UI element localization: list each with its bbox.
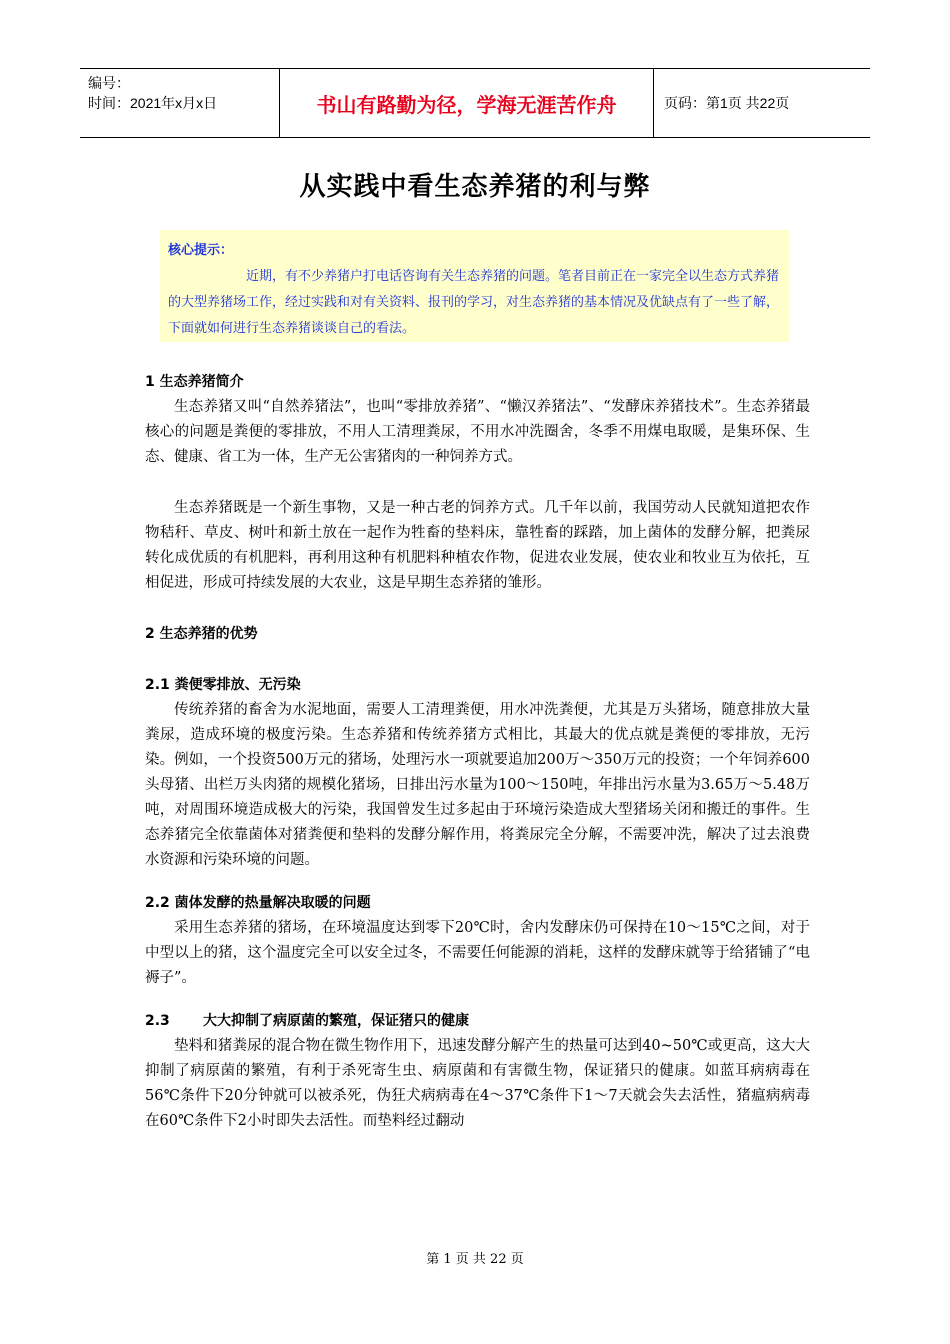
section-1-paragraph-1: 生态养猪又叫“自然养猪法”，也叫“零排放养猪”、“懒汉养猪法”、“发酵床养猪技术”。生态养猪最核心的问题是粪便的零排放，不用人工清理粪尿，不用水冲洗圈舍，冬季不用煤电取暖，是集环保、生态、健康、省工为一体，生产无公害猪肉的一种饲养方式。	[145, 399, 810, 465]
tip-label: 核心提示：	[168, 243, 234, 258]
page-footer: 第 1 页 共 22 页	[426, 1252, 524, 1267]
section-1-title: 1 生态养猪简介	[145, 374, 244, 390]
header-page-info: 页码：第1页 共22页	[664, 95, 790, 111]
section-2-3-title: 大大抑制了病原菌的繁殖，保证猪只的健康	[203, 1013, 469, 1029]
section-2-1-paragraph: 传统养猪的畜舍为水泥地面，需要人工清理粪便，用水冲洗粪便，尤其是万头猪场，随意排放大量粪尿，造成环境的极度污染。生态养猪和传统养猪方式相比，其最大的优点就是粪便的零排放，无污染。例如，一个投资500万元的猪场，处理污水一项就要追加200万～350万元的投资；一个年饲养600头母猪、出栏万头肉猪的规模化猪场，日排出污水量为100～150吨，年排出污水量为3.65万～5.48万吨，对周围环境造成极大的污染，我国曾发生过多起由于环境污染造成大型猪场关闭和搬迁的事件。生态养猪完全依靠菌体对猪粪便和垫料的发酵分解作用，将粪尿完全分解，不需要冲洗，解决了过去浪费水资源和污染环境的问题。	[145, 702, 810, 868]
header-meta	[80, 69, 280, 137]
section-2-title: 2 生态养猪的优势	[145, 626, 258, 642]
section-1-paragraph-2: 生态养猪既是一个新生事物，又是一种古老的饲养方式。几千年以前，我国劳动人民就知道把农作物秸秆、草皮、树叶和新土放在一起作为牲畜的垫料床，靠牲畜的踩踏，加上菌体的发酵分解，把粪尿转化成优质的有机肥料，再利用这种有机肥料种植农作物，促进农业发展，使农业和牧业互为依托，互相促进，形成可持续发展的大农业，这是早期生态养猪的雏形。	[145, 500, 810, 591]
header-time: 时间：2021年x月x日	[88, 95, 218, 111]
page-header	[80, 68, 870, 138]
section-2-3-paragraph: 垫料和猪粪尿的混合物在微生物作用下，迅速发酵分解产生的热量可达到40~50℃或更高，这大大抑制了病原菌的繁殖，有利于杀死寄生虫、病原菌和有害微生物，保证猪只的健康。如蓝耳病病毒在56℃条件下20分钟就可以被杀死，伪狂犬病病毒在4～37℃条件下1～7天就会失去活性，猪瘟病病毒在60℃条件下2小时即失去活性。而垫料经过翻动	[145, 1038, 810, 1129]
tip-text: 近期，有不少养猪户打电话咨询有关生态养猪的问题。笔者目前正在一家完全以生态方式养猪的大型养猪场工作，经过实践和对有关资料、报刊的学习，对生态养猪的基本情况及优缺点有了一些了解，下面就如何进行生态养猪谈谈自己的看法。	[168, 269, 780, 336]
header-motto: 书山有路勤为径，学海无涯苦作舟	[280, 69, 654, 137]
section-2-3-number: 2.3	[145, 1013, 170, 1029]
section-2-1-title: 2.1 粪便零排放、无污染	[145, 677, 301, 693]
section-2-2-paragraph: 采用生态养猪的猪场，在环境温度达到零下20℃时，舍内发酵床仍可保持在10～15℃之间，对于中型以上的猪，这个温度完全可以安全过冬，不需要任何能源的消耗，这样的发酵床就等于给猪铺了“电褥子”。	[145, 920, 810, 986]
document-body	[145, 370, 810, 1134]
header-number: 编号：	[88, 75, 130, 91]
section-2-3-heading	[145, 1009, 810, 1034]
core-tip-box	[160, 230, 789, 342]
document-title: 从实践中看生态养猪的利与弊	[299, 172, 651, 202]
section-2-2-title: 2.2 菌体发酵的热量解决取暖的问题	[145, 895, 371, 911]
